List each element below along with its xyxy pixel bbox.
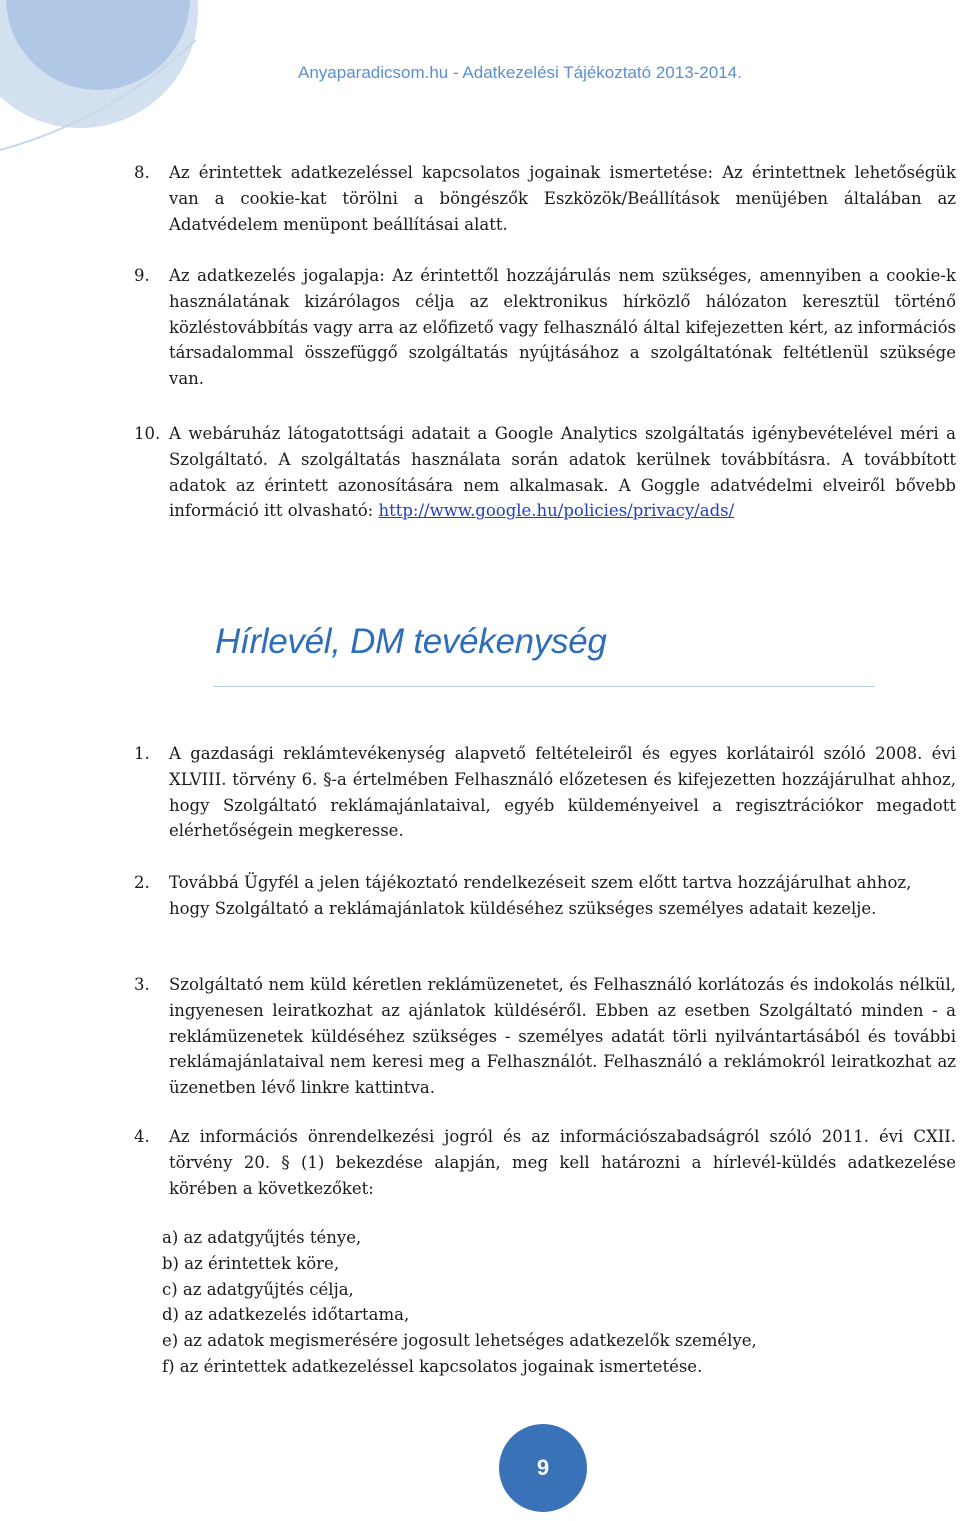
list-item-4 [134, 1124, 956, 1201]
list-text: Az adatkezelés jogalapja: Az érintettől hozzájárulás nem szükséges, amennyiben a cookie-k használatának kizárólagos célja az elektronikus hírközlő hálózaton keresztül történő közléstovábbítás vagy arra az előfizető vagy felhasználó által kifejezetten kért, az információs társadalommal összefüggő szolgáltatás nyújtásához a szolgáltatónak feltétlenül szüksége van. [169, 266, 956, 389]
list-text: Továbbá Ügyfél a jelen tájékoztató rendelkezéseit szem előtt tartva hozzájárulhat ahhoz, hogy Szolgáltató a reklámajánlatok küldéséhez szükséges személyes adatait kezelje. [169, 873, 912, 918]
page-number-badge: 9 [499, 1424, 587, 1512]
sublist [162, 1225, 757, 1380]
sublist-item: e) az adatok megismerésére jogosult lehetséges adatkezelők személye, [162, 1331, 757, 1351]
list-item-10 [134, 421, 956, 524]
corner-decoration [0, 0, 200, 180]
list-text: Az érintettek adatkezeléssel kapcsolatos jogainak ismertetése: Az érintettnek lehetőségük van a cookie-kat törölni a böngészők Eszközök/Beállítások menüjében általában az Adatvédelem menüpont beállításai alatt. [169, 163, 956, 234]
list-item-3 [134, 972, 956, 1101]
list-text: A gazdasági reklámtevékenység alapvető feltételeiről és egyes korlátairól szóló 2008. évi XLVIII. törvény 6. §-a értelmében Felhasználó előzetesen és kifejezetten hozzájárulhat ahhoz, hogy Szolgáltató reklámajánlataival, egyéb küldeményeivel a regisztrációkor megadott elérhetőségein megkeresse. [169, 744, 956, 841]
list-text: Az információs önrendelkezési jogról és az információszabadságról szóló 2011. évi CXII. törvény 20. § (1) bekezdése alapján, meg kell határozni a hírlevél-küldés adatkezelése körében a következőket: [169, 1127, 956, 1198]
sublist-item: a) az adatgyűjtés ténye, [162, 1228, 362, 1247]
list-text-container [169, 421, 956, 524]
section-heading: Hírlevél, DM tevékenység [215, 622, 607, 661]
list-number: 1. [134, 744, 150, 763]
list-text: Szolgáltató nem küld kéretlen reklámüzenetet, és Felhasználó korlátozás és indokolás nélkül, ingyenesen leiratkozhat az ajánlatok küldéséről. Ebben az esetben Szolgáltató minden - a reklámüzenetek küldéséhez szükséges - személyes adatát törli nyilvántartásából és további reklámajánlataival nem keresi meg a Felhasználót. Felhasználó a reklámokról leiratkozhat az üzenetben lévő linkre kattintva. [169, 975, 956, 1098]
sublist-item: b) az érintettek köre, [162, 1253, 340, 1273]
list-number: 4. [134, 1127, 150, 1146]
google-privacy-link[interactable]: http://www.google.hu/policies/privacy/ads/ [378, 501, 735, 521]
list-number: 8. [134, 163, 150, 182]
list-number: 9. [134, 266, 150, 285]
list-item-1 [134, 741, 956, 844]
list-number: 3. [134, 975, 150, 994]
list-item-2 [134, 870, 946, 922]
sublist-item: d) az adatkezelés időtartama, [162, 1305, 410, 1325]
sublist-item: f) az érintettek adatkezeléssel kapcsolatos jogainak ismertetése. [162, 1356, 703, 1376]
list-number: 2. [134, 873, 150, 892]
sublist-item: c) az adatgyűjtés célja, [162, 1279, 354, 1299]
header-title: Anyaparadicsom.hu - Adatkezelési Tájékoztató 2013-2014. [298, 63, 742, 82]
list-item-9 [134, 263, 956, 392]
list-text: A webáruház látogatottsági adatait a Google Analytics szolgáltatás igénybevételével méri a Szolgáltató. A szolgáltatás használata során adatok kerülnek továbbításra. A továbbított adatok az érintett azonosítására nem alkalmasak. A Goggle adatvédelmi elveiről bővebb információ itt olvasható: [169, 424, 956, 521]
list-item-8 [134, 160, 956, 237]
list-number: 10. [134, 424, 161, 443]
heading-divider [213, 686, 874, 687]
